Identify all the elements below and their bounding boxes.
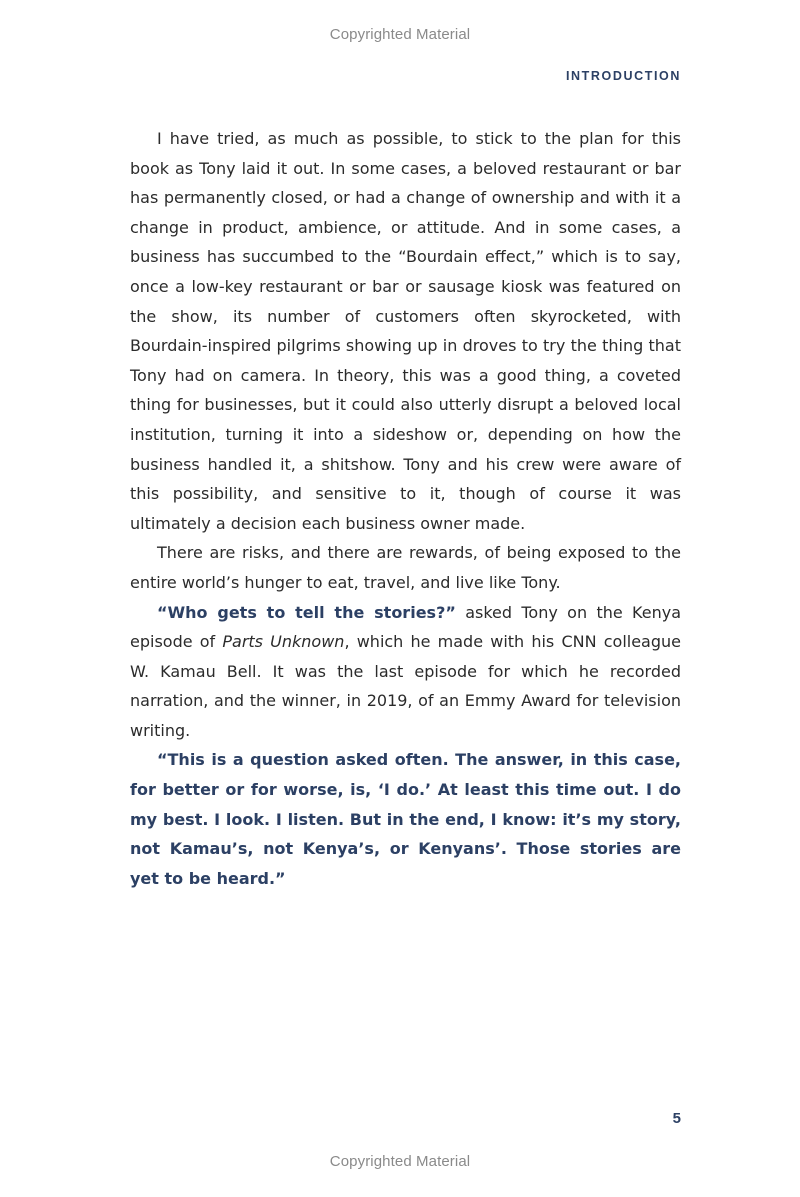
paragraph-2: There are risks, and there are rewards, of being exposed to the entire world’s hunger to eat, travel, and live like Tony. <box>130 543 681 592</box>
highlighted-quote: “Who gets to tell the stories?” <box>157 602 456 622</box>
page-number: 5 <box>672 1110 681 1127</box>
copyright-watermark-bottom: Copyrighted Material <box>329 1153 471 1170</box>
running-head: INTRODUCTION <box>565 69 681 83</box>
show-title: Parts Unknown <box>222 632 345 652</box>
paragraph-1: I have tried, as much as possible, to stick to the plan for this book as Tony laid it out. In some cases, a beloved restaurant or bar has permanently closed, or had a change of ownership and with it a change in product, ambience, or attitude. And in some cases, a business has succumbed to the “Bourdain effect,” which is to say, once a low-key restaurant or bar or sausage kiosk was featured on the show, its number of customers often skyrocketed, with Bourdain-inspired pilgrims showing up in droves to try the thing that Tony had on camera. In theory, this was a good thing, a coveted thing for businesses, but it could also utterly disrupt a beloved local institution, turning it into a sideshow or, depending on how the business handled it, a shitshow. Tony and his crew were aware of this possibility, and sensitive to it, though of course it was ultimately a decision each business owner made. <box>130 129 681 533</box>
paragraph-3-text-a: asked Tony on the Kenya episode of <box>130 602 681 652</box>
page-body <box>130 124 681 893</box>
paragraph-3 <box>130 598 681 746</box>
quote-paragraph: “This is a question asked often. The answer, in this case, for better or for worse, is, ‘I do.’ At least this time out. I do my best. I look. I listen. But in the end, I know: it’s my story, not Kamau’s, not Kenya’s, or Kenyans’. Those stories are yet to be heard.” <box>130 750 681 888</box>
paragraph-3-text-b: , which he made with his CNN colleague W. Kamau Bell. It was the last episode for which he recorded narration, and the winner, in 2019, of an Emmy Award for television writing. <box>130 632 682 740</box>
copyright-watermark-top: Copyrighted Material <box>329 26 471 43</box>
